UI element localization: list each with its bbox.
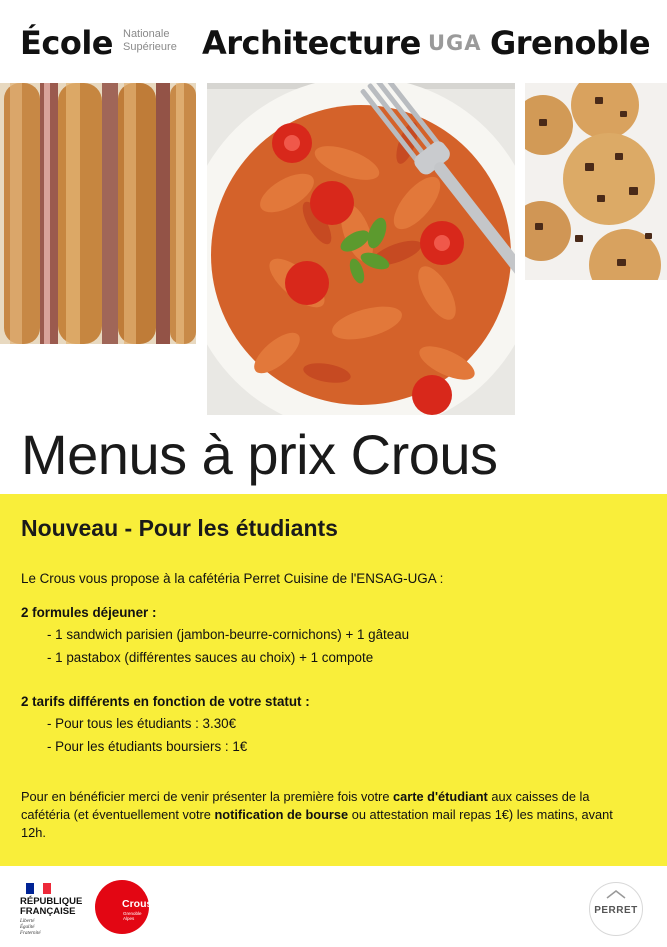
tarif-item: - Pour les étudiants boursiers : 1€ (47, 739, 248, 754)
house-icon (606, 889, 626, 903)
header-ecole: École (20, 24, 113, 62)
tarif-item: - Pour tous les étudiants : 3.30€ (47, 716, 237, 731)
baguette-sandwiches-photo (0, 83, 196, 344)
motto-word: Fraternité (20, 931, 41, 936)
cookies-photo (525, 83, 667, 280)
uga-logo: UGA (428, 31, 482, 55)
motto-word: Liberté (20, 919, 35, 924)
note-part: ou attestation mail repas 1€) les matins, avant 12h. (21, 807, 613, 840)
intro-text: Le Crous vous propose à la cafétéria Perret Cuisine de l'ENSAG-UGA : (21, 571, 444, 586)
perret-name: PERRET (594, 905, 638, 916)
rf-line1: RÉPUBLIQUE (20, 896, 83, 907)
republique-francaise-logo (20, 883, 90, 938)
header-grenoble: Grenoble (490, 24, 651, 62)
info-panel (0, 494, 667, 866)
rf-motto (20, 919, 90, 937)
note-part: Pour en bénéficier merci de venir présenter la première fois votre (21, 789, 393, 804)
note-bold-student-card: carte d'étudiant (393, 789, 488, 804)
formule-item: - 1 pastabox (différentes sauces au choix) + 1 compote (47, 650, 374, 665)
rf-line2: FRANÇAISE (20, 906, 76, 917)
page-title: Menus à prix Crous (21, 423, 498, 486)
formule-item: - 1 sandwich parisien (jambon-beurre-cornichons) + 1 gâteau (47, 627, 410, 642)
crous-logo (95, 880, 153, 934)
tarifs-heading: 2 tarifs différents en fonction de votre statut : (21, 694, 310, 709)
french-flag-icon (26, 883, 51, 894)
school-header (20, 22, 650, 64)
header-nationale-superieure (123, 28, 177, 54)
perret-logo (589, 882, 643, 936)
rf-name (20, 897, 90, 917)
conditions-note (21, 788, 641, 842)
header-nationale: Nationale (123, 28, 170, 40)
note-bold-scholarship: notification de bourse (214, 807, 349, 822)
formules-heading: 2 formules déjeuner : (21, 605, 157, 620)
motto-word: Égalité (20, 925, 35, 930)
pasta-plate-photo (207, 83, 515, 415)
header-architecture: Architecture (202, 24, 421, 62)
note-part: aux caisses de la cafétéria (et éventuellement votre (21, 789, 590, 822)
crous-sub: Grenoble Alpes (123, 911, 142, 921)
crous-name: Crous (122, 898, 153, 910)
header-superieure: Supérieure (123, 41, 177, 53)
panel-subtitle: Nouveau - Pour les étudiants (21, 515, 338, 541)
